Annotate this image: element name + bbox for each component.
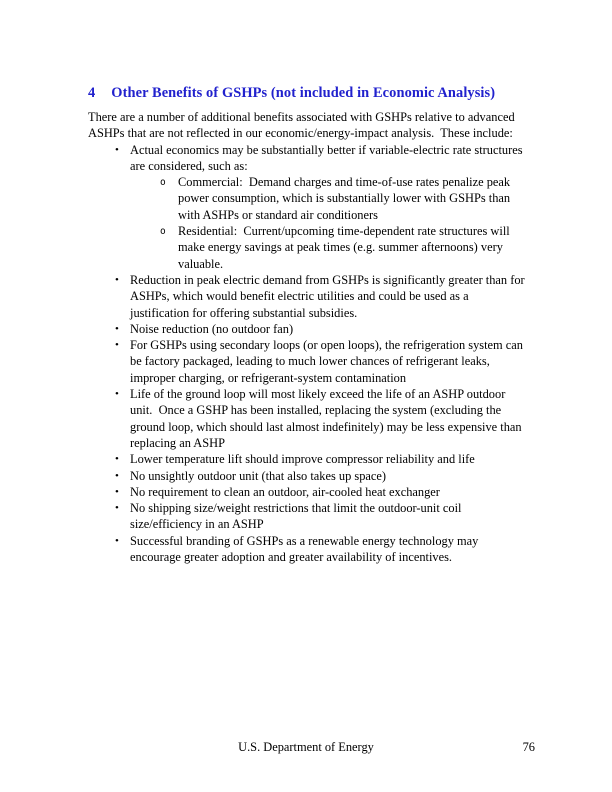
list-item: [88, 451, 526, 467]
list-item-text: No unsightly outdoor unit (that also takes up space): [130, 468, 387, 483]
list-item: [88, 500, 526, 533]
list-item-text: No shipping size/weight restrictions that limit the outdoor-unit coil size/efficiency in an ASHP: [130, 501, 465, 532]
list-item: [88, 321, 526, 337]
circle-bullet-icon: o: [160, 226, 166, 238]
bullet-icon: •: [115, 322, 119, 335]
sub-list-item: [88, 174, 526, 223]
list-item-text: Noise reduction (no outdoor fan): [130, 321, 294, 336]
list-item-text: For GSHPs using secondary loops (or open loops), the refrigeration system can be factory packaged, leading to much lower chances of refrigerant leaks, improper charging, or refrigerant-system contamination: [130, 338, 527, 385]
list-item-text: Successful branding of GSHPs as a renewable energy technology may encourage greater adoption and greater availability of incentives.: [130, 533, 482, 565]
list-item-text: Life of the ground loop will most likely exceed the life of an ASHP outdoor unit. Once a GSHP has been installed, replacing the system (excluding the ground loop, which should last almost indefinitely) may be less expensive than replacing an ASHP: [130, 387, 525, 450]
footer-text: U.S. Department of Energy: [238, 740, 374, 754]
list-item: [88, 468, 526, 484]
bullet-icon: •: [115, 502, 119, 515]
list-item: [88, 337, 526, 386]
list-item-text: Actual economics may be substantially better if variable-electric rate structures are considered, such as:: [130, 142, 526, 173]
sub-list-item-text: Residential: Current/upcoming time-dependent rate structures will make energy savings at peak times (e.g. summer afternoons) very valuable.: [178, 224, 513, 271]
bullet-icon: •: [115, 339, 119, 352]
list-item: [88, 386, 526, 451]
circle-bullet-icon: o: [160, 177, 166, 189]
list-item-text: Lower temperature lift should improve compressor reliability and life: [130, 452, 475, 467]
bullet-icon: •: [115, 534, 119, 547]
bullet-icon: •: [115, 485, 119, 498]
section-heading: [88, 85, 526, 102]
intro-paragraph: There are a number of additional benefits associated with GSHPs relative to advanced ASHPs that are not reflected in our economic/energy-impact analysis. These include:: [88, 110, 518, 141]
page-content: [88, 85, 526, 565]
list-item: [88, 484, 526, 500]
list-item-text: Reduction in peak electric demand from GSHPs is significantly greater than for ASHPs, which would benefit electric utilities and could be used as a justification for offering substantial subsidies.: [130, 272, 528, 320]
bullet-icon: •: [115, 453, 119, 466]
bullet-icon: •: [115, 273, 119, 286]
section-title: Other Benefits of GSHPs (not included in Economic Analysis): [111, 85, 496, 101]
page-number: 76: [522, 740, 535, 754]
bullet-icon: •: [115, 388, 119, 401]
section-number: 4: [88, 85, 96, 101]
list-item: [88, 142, 526, 175]
sub-list-item-text: Commercial: Demand charges and time-of-use rates penalize peak power consumption, which is substantially lower with GSHPs than with ASHPs or standard air conditioners: [178, 175, 514, 222]
bullet-icon: •: [115, 143, 119, 156]
list-item: [88, 272, 526, 321]
sub-list-item: [88, 223, 526, 272]
list-item: [88, 533, 526, 566]
list-item-text: No requirement to clean an outdoor, air-cooled heat exchanger: [130, 484, 440, 499]
bullet-icon: •: [115, 469, 119, 482]
